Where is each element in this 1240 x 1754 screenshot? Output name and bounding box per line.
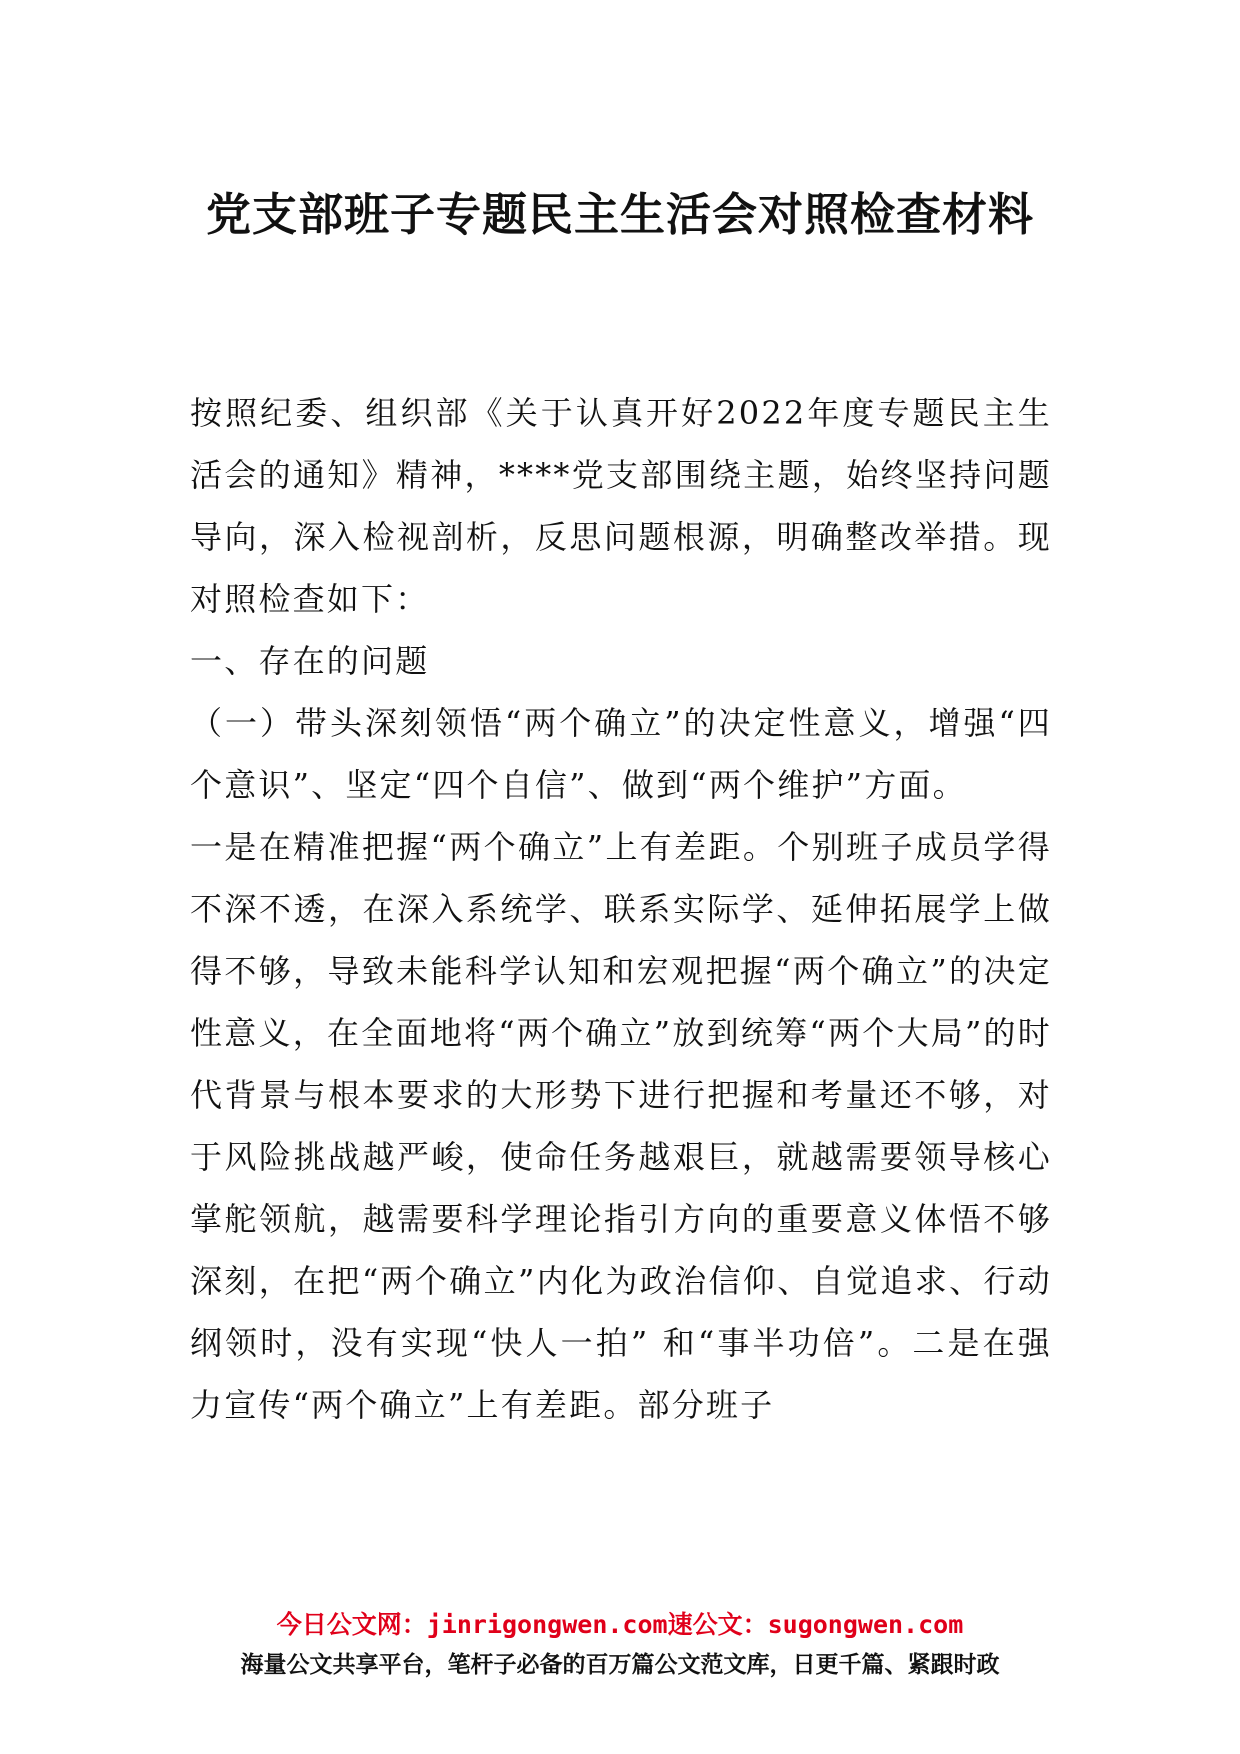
body-paragraph: 一是在精准把握“两个确立”上有差距。个别班子成员学得不深不透，在深入系统学、联系实际学、延伸拓展学上做得不够，导致未能科学认知和宏观把握“两个确立”的决定性意义，在全面地将“两个确立”放到统筹“两个大局”的时代背景与根本要求的大形势下进行把握和考量还不够，对于风险挑战越严峻，使命任务越艰巨，就越需要领导核心掌舵领航，越需要科学理论指引方向的重要意义体悟不够深刻，在把“两个确立”内化为政治信仰、自觉追求、行动纲领时，没有实现“快人一拍” 和“事半功倍”。二是在强力宣传“两个确立”上有差距。部分班子 <box>190 828 1052 1424</box>
intro-paragraph: 按照纪委、组织部《关于认真开好2022年度专题民主生活会的通知》精神，****党支部围绕主题，始终坚持问题导向，深入检视剖析，反思问题根源，明确整改举措。现对照检查如下： <box>190 394 1052 618</box>
footer-slogan: 海量公文共享平台，笔杆子必备的百万篇公文范文库，日更千篇、紧跟时政 <box>240 1652 1000 1678</box>
subsection-heading: （一）带头深刻领悟“两个确立”的决定性意义，增强“四个意识”、坚定“四个自信”、做到“两个维护”方面。 <box>190 704 1052 804</box>
footer-site1-label: 今日公文网： <box>276 1610 427 1639</box>
section-heading: 一、存在的问题 <box>190 642 430 680</box>
footer-site1-link[interactable]: jinrigongwen.com <box>426 1610 668 1639</box>
document-body <box>190 382 1052 1436</box>
document-title: 党支部班子专题民主生活会对照检查材料 <box>205 188 1034 241</box>
footer-site2-label: 速公文： <box>667 1610 768 1639</box>
footer-links <box>0 1608 1240 1642</box>
footer-site2-link[interactable]: sugongwen.com <box>767 1610 964 1639</box>
